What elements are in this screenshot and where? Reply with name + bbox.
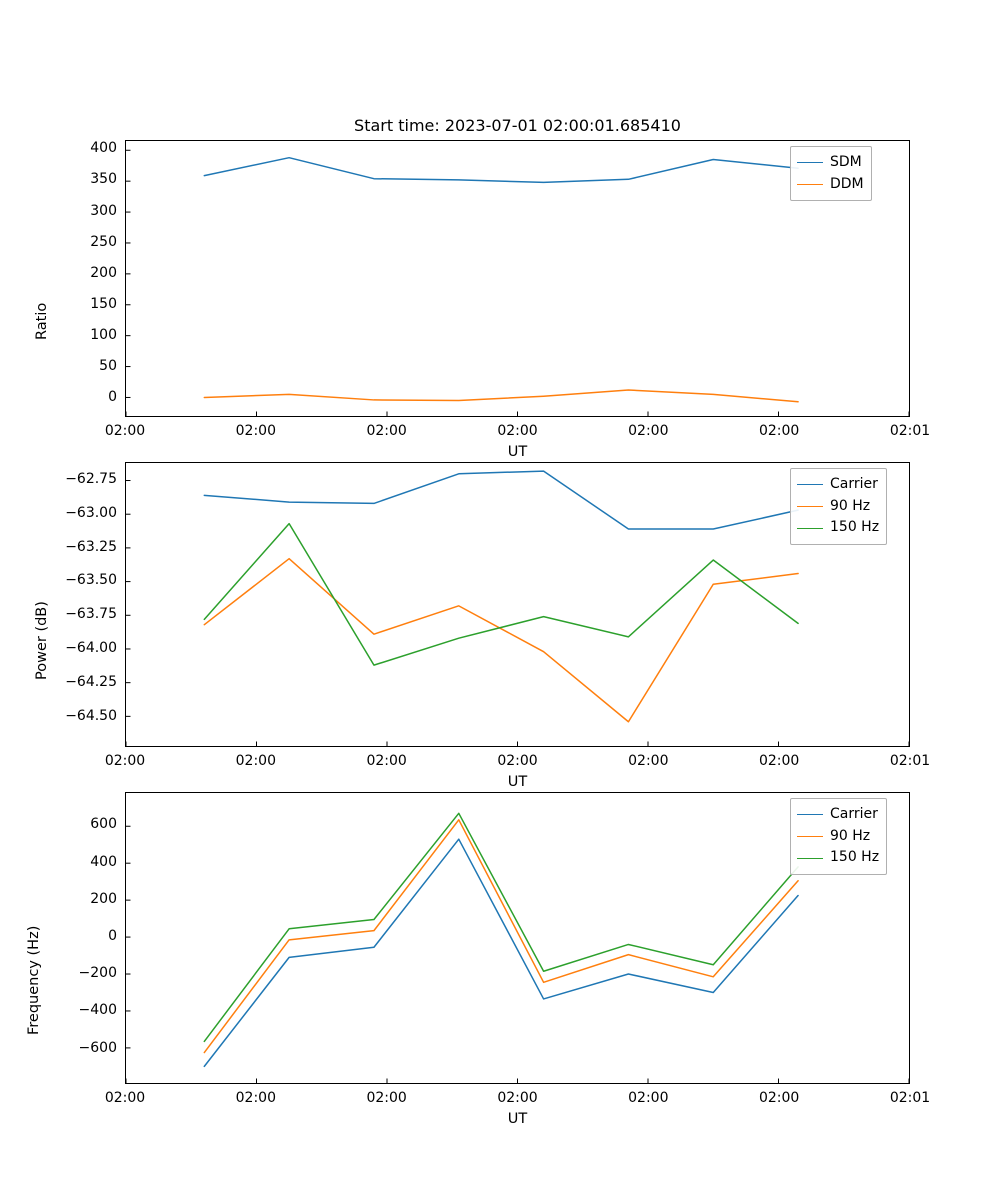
legend-item (797, 496, 879, 518)
data-series-line (204, 820, 798, 1053)
legend-swatch-icon (797, 506, 823, 507)
x-tick-label: 02:00 (497, 753, 538, 769)
legend-swatch-icon (797, 184, 823, 185)
page-title: Start time: 2023-07-01 02:00:01.685410 (354, 116, 681, 135)
x-tick-label: 02:00 (235, 423, 276, 439)
chart-panel-sdm-ddm (0, 110, 1000, 460)
chart-panel-frequency (0, 770, 1000, 1127)
x-tick-label: 02:00 (497, 423, 538, 439)
data-series-line (204, 390, 798, 402)
x-tick-label: 02:00 (366, 753, 407, 769)
legend-label: 150 Hz (830, 849, 880, 866)
legend-swatch-icon (797, 162, 823, 163)
legend-label: 90 Hz (830, 827, 871, 844)
data-series-line (204, 813, 798, 1041)
x-tick-label: 02:00 (104, 423, 146, 439)
legend-label: DDM (830, 175, 864, 192)
x-tick-label: 02:00 (104, 1090, 146, 1106)
y-tick-label: −64.00 (65, 640, 117, 657)
legend-frequency (790, 798, 887, 875)
y-tick-label: 0 (108, 928, 117, 945)
legend-item (797, 517, 879, 539)
legend-sdm-ddm (790, 146, 872, 201)
legend-label: 150 Hz (830, 519, 880, 536)
legend-label: SDM (830, 154, 862, 170)
y-tick-label: 50 (99, 358, 117, 375)
data-series-line (204, 524, 798, 666)
x-tick-label: 02:00 (366, 1090, 407, 1106)
y-tick-label: −62.75 (65, 470, 117, 487)
legend-power (790, 468, 887, 545)
y-tick-label: 200 (90, 890, 117, 907)
y-tick-label: 600 (90, 816, 117, 833)
legend-label: 90 Hz (830, 497, 871, 514)
legend-swatch-icon (797, 814, 823, 815)
x-tick-label: 02:01 (889, 1090, 931, 1106)
y-tick-label: −600 (78, 1039, 117, 1056)
x-tick-label: 02:00 (758, 753, 800, 769)
y-tick-label: 300 (90, 202, 117, 219)
legend-item (797, 474, 879, 496)
x-tick-label: 02:00 (104, 753, 146, 769)
x-tick-label: 02:00 (758, 423, 800, 439)
x-tick-label: 02:00 (758, 1090, 800, 1106)
y-tick-label: −200 (78, 965, 117, 982)
x-tick-label: 02:00 (235, 1090, 276, 1106)
legend-item (797, 174, 864, 196)
y-tick-label: −63.00 (65, 504, 117, 521)
x-tick-label: 02:00 (628, 1090, 669, 1106)
x-tick-label: 02:00 (235, 753, 276, 769)
y-tick-label: 350 (90, 171, 117, 188)
legend-swatch-icon (797, 858, 823, 859)
y-tick-label: 0 (108, 389, 117, 406)
legend-item (797, 847, 879, 869)
y-axis-label-power: Power (dB) (34, 601, 50, 680)
legend-label: Carrier (830, 806, 878, 822)
legend-item (797, 826, 879, 848)
x-tick-label: 02:01 (889, 423, 931, 439)
legend-swatch-icon (797, 484, 823, 485)
y-axis-label-sdm: Ratio (34, 302, 50, 340)
y-tick-label: 200 (90, 264, 117, 281)
y-tick-label: 100 (90, 327, 117, 344)
data-series-line (204, 471, 798, 529)
y-tick-label: 400 (90, 140, 117, 157)
x-tick-label: 02:00 (628, 753, 669, 769)
y-tick-label: 150 (90, 295, 117, 312)
y-tick-label: −63.25 (65, 538, 117, 555)
y-tick-label: −64.25 (65, 674, 117, 691)
legend-swatch-icon (797, 836, 823, 837)
y-tick-label: −63.75 (65, 606, 117, 623)
x-tick-label: 02:00 (366, 423, 407, 439)
y-axis-label-frequency: Frequency (Hz) (26, 925, 42, 1035)
legend-item (797, 804, 879, 826)
x-tick-label: 02:00 (628, 423, 669, 439)
legend-swatch-icon (797, 528, 823, 529)
chart-panel-power (0, 440, 1000, 790)
data-series-line (204, 559, 798, 722)
x-axis-label-sdm: UT (507, 444, 528, 460)
legend-label: Carrier (830, 476, 878, 492)
x-tick-label: 02:01 (889, 753, 931, 769)
y-tick-label: 250 (90, 233, 117, 250)
x-axis-label-frequency: UT (507, 1111, 528, 1127)
x-tick-label: 02:00 (497, 1090, 538, 1106)
legend-item (797, 152, 864, 174)
y-tick-label: −64.50 (65, 708, 117, 725)
y-tick-label: 400 (90, 853, 117, 870)
x-axis-label-power: UT (507, 774, 528, 790)
data-series-line (204, 158, 798, 183)
y-tick-label: −63.50 (65, 572, 117, 589)
y-tick-label: −400 (78, 1002, 117, 1019)
data-series-line (204, 839, 798, 1066)
